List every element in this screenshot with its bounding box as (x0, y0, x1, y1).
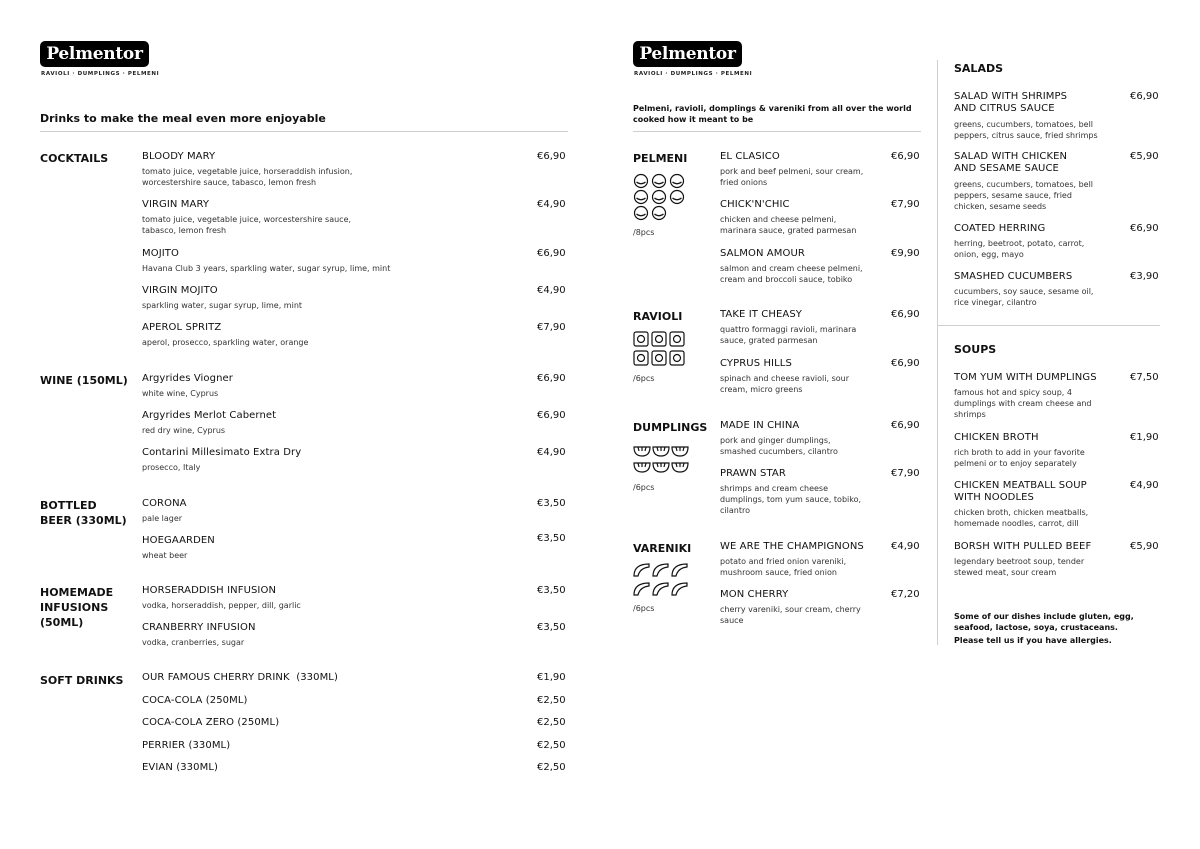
item-desc: vodka, horseraddish, pepper, dill, garlic (142, 601, 301, 610)
item-price: €2,50 (537, 762, 566, 773)
ravioli-icon (652, 351, 666, 365)
item-name: BORSH WITH PULLED BEEF (954, 541, 1092, 552)
item-name: BLOODY MARY (142, 151, 216, 162)
item-name: EL CLASICO (720, 151, 780, 162)
category-salads: SALADS (954, 62, 1004, 75)
item-name: WE ARE THE CHAMPIGNONS (720, 541, 864, 552)
portion-size: /6pcs (633, 374, 655, 383)
pelmeni-icon (653, 191, 666, 204)
column-divider (937, 60, 938, 645)
vareniki-icon (634, 564, 649, 576)
item-price: €7,20 (891, 589, 920, 600)
item-price: €4,90 (537, 199, 566, 210)
item-desc: herring, beetroot, potato, carrot, onion, egg, mayo (954, 239, 1085, 259)
pelmeni-icon (635, 207, 648, 220)
item-price: €6,90 (891, 420, 920, 431)
item-name: CYPRUS HILLS (720, 358, 792, 369)
item-price: €7,90 (891, 199, 920, 210)
item-price: €6,90 (537, 410, 566, 421)
divider (633, 131, 921, 132)
category-homemade-infusions: HOMEMADE INFUSIONS (50ML) (40, 586, 114, 629)
item-desc: tomato juice, vegetable juice, worcestershire sauce, tabasco, lemon fresh (142, 215, 352, 235)
item-price: €3,50 (537, 585, 566, 596)
item-desc: prosecco, Italy (142, 463, 201, 472)
item-desc: rich broth to add in your favorite pelmeni or to enjoy separately (954, 448, 1085, 468)
ravioli-icon (652, 332, 666, 346)
item-desc: spinach and cheese ravioli, sour cream, micro greens (720, 374, 849, 394)
pelmeni-icon (671, 175, 684, 188)
dumpling-icon (634, 463, 650, 472)
item-price: €1,90 (537, 672, 566, 683)
item-price: €7,90 (891, 468, 920, 479)
item-name: SALAD WITH SHRIMPS AND CITRUS SAUCE (954, 91, 1068, 114)
item-price: €6,90 (1130, 223, 1159, 234)
brand-logo (633, 41, 742, 67)
item-name: CHICKEN MEATBALL SOUP WITH NOODLES (954, 480, 1087, 503)
divider (40, 131, 568, 132)
item-desc: shrimps and cream cheese dumplings, tom yum sauce, tobiko, cilantro (720, 484, 862, 515)
item-price: €6,90 (891, 151, 920, 162)
item-desc: aperol, prosecco, sparkling water, orange (142, 338, 309, 347)
item-name: Argyrides Viogner (142, 373, 233, 384)
item-price: €4,90 (1130, 480, 1159, 491)
category-soft-drinks: SOFT DRINKS (40, 674, 124, 687)
pelmeni-icon (653, 207, 666, 220)
category-ravioli: RAVIOLI (633, 310, 683, 323)
item-name: CRANBERRY INFUSION (142, 622, 256, 633)
item-name: HORSERADDISH INFUSION (142, 585, 277, 596)
item-desc: greens, cucumbers, tomatoes, bell peppers, citrus sauce, fried shrimps (954, 120, 1098, 140)
item-price: €4,90 (537, 285, 566, 296)
pelmeni-icon (633, 173, 693, 223)
item-name: MOJITO (142, 248, 179, 259)
item-name: SALMON AMOUR (720, 248, 805, 259)
item-desc: quattro formaggi ravioli, marinara sauce, grated parmesan (720, 325, 857, 345)
dumpling-icon (653, 447, 669, 456)
item-price: €5,90 (1130, 541, 1159, 552)
item-price: €3,50 (537, 498, 566, 509)
item-desc: greens, cucumbers, tomatoes, bell peppers, sesame sauce, fried chicken, sesame seeds (954, 180, 1094, 211)
item-desc: sparkling water, sugar syrup, lime, mint (142, 301, 303, 310)
item-desc: chicken and cheese pelmeni, marinara sauce, grated parmesan (720, 215, 857, 235)
pelmeni-icon (653, 175, 666, 188)
item-price: €3,90 (1130, 271, 1159, 282)
item-price: €5,90 (1130, 151, 1159, 162)
item-price: €4,90 (891, 541, 920, 552)
item-price: €7,50 (1130, 372, 1159, 383)
item-desc: tomato juice, vegetable juice, horseraddish infusion, worcestershire sauce, tabasco, lemon fresh (142, 167, 353, 187)
vareniki-icon (672, 564, 687, 576)
item-desc: chicken broth, chicken meatballs, homemade noodles, carrot, dill (954, 508, 1089, 528)
item-desc: pork and ginger dumplings, smashed cucumbers, cilantro (720, 436, 838, 456)
item-name: VIRGIN MARY (142, 199, 210, 210)
item-desc: Havana Club 3 years, sparkling water, sugar syrup, lime, mint (142, 264, 391, 273)
item-price: €7,90 (537, 322, 566, 333)
dumpling-icon (653, 463, 669, 472)
item-price: €3,50 (537, 533, 566, 544)
item-name: APEROL SPRITZ (142, 322, 222, 333)
brand-tagline: RAVIOLI · DUMPLINGS · PELMENI (634, 71, 753, 77)
category-dumplings: DUMPLINGS (633, 421, 708, 434)
item-price: €3,50 (537, 622, 566, 633)
item-name: CORONA (142, 498, 187, 509)
item-name: VIRGIN MOJITO (142, 285, 218, 296)
portion-size: /6pcs (633, 604, 655, 613)
item-name: TOM YUM WITH DUMPLINGS (954, 372, 1097, 383)
allergy-notice: Some of our dishes include gluten, egg, seafood, lactose, soya, crustaceans. Please tell us if you have allergies. (954, 612, 1134, 645)
brand-tagline: RAVIOLI · DUMPLINGS · PELMENI (41, 71, 160, 77)
pelmeni-icon (671, 191, 684, 204)
ravioli-icon (670, 332, 684, 346)
vareniki-icon (653, 564, 668, 576)
item-price: €6,90 (537, 151, 566, 162)
category-soups: SOUPS (954, 343, 997, 356)
pelmeni-icon (635, 175, 648, 188)
brand-name: Pelmentor (46, 44, 143, 64)
item-desc: wheat beer (142, 551, 188, 560)
brand-name: Pelmentor (639, 44, 736, 64)
dumpling-icon (634, 447, 650, 456)
dumpling-icon (672, 447, 688, 456)
item-name: COCA-COLA (250ML) (142, 695, 248, 706)
item-price: €6,90 (891, 358, 920, 369)
dumpling-icon (672, 463, 688, 472)
item-name: HOEGAARDEN (142, 535, 215, 546)
vareniki-icon (672, 583, 687, 595)
portion-size: /8pcs (633, 228, 655, 237)
item-desc: famous hot and spicy soup, 4 dumplings with cream cheese and shrimps (954, 388, 1092, 419)
item-name: MON CHERRY (720, 589, 789, 600)
item-price: €6,90 (537, 373, 566, 384)
drinks-heading: Drinks to make the meal even more enjoyable (40, 112, 326, 125)
item-name: Contarini Millesimato Extra Dry (142, 447, 302, 458)
ravioli-icon (670, 351, 684, 365)
item-price: €2,50 (537, 695, 566, 706)
category-bottled-beer: BOTTLED BEER (330ML) (40, 499, 127, 527)
divider (938, 325, 1160, 326)
category-pelmeni: PELMENI (633, 152, 688, 165)
intro-text: Pelmeni, ravioli, domplings & vareniki from all over the world cooked how it meant to be (633, 104, 912, 124)
ravioli-icon (633, 331, 687, 367)
item-name: COATED HERRING (954, 223, 1046, 234)
item-name: CHICK'N'CHIC (720, 199, 790, 210)
item-desc: cherry vareniki, sour cream, cherry sauce (720, 605, 861, 625)
item-desc: pale lager (142, 514, 183, 523)
item-name: CHICKEN BROTH (954, 432, 1039, 443)
item-price: €1,90 (1130, 432, 1159, 443)
item-name: SALAD WITH CHICKEN AND SESAME SAUCE (954, 151, 1068, 174)
item-desc: cucumbers, soy sauce, sesame oil, rice vinegar, cilantro (954, 287, 1094, 307)
item-name: OUR FAMOUS CHERRY DRINK (330ML) (142, 672, 338, 683)
item-name: PRAWN STAR (720, 468, 786, 479)
item-name: Argyrides Merlot Cabernet (142, 410, 277, 421)
item-price: €6,90 (891, 309, 920, 320)
item-desc: legendary beetroot soup, tender stewed meat, sour cream (954, 557, 1085, 577)
item-desc: potato and fried onion vareniki, mushroom sauce, fried onion (720, 557, 847, 577)
item-price: €2,50 (537, 717, 566, 728)
category-wine: WINE (150ML) (40, 374, 128, 387)
vareniki-icon (634, 583, 649, 595)
pelmeni-icon (635, 191, 648, 204)
item-name: EVIAN (330ML) (142, 762, 218, 773)
category-vareniki: VARENIKI (633, 542, 692, 555)
item-name: COCA-COLA ZERO (250ML) (142, 717, 280, 728)
item-price: €6,90 (537, 248, 566, 259)
item-price: €9,90 (891, 248, 920, 259)
item-desc: white wine, Cyprus (142, 389, 219, 398)
item-desc: salmon and cream cheese pelmeni, cream and broccoli sauce, tobiko (720, 264, 863, 284)
item-name: TAKE IT CHEASY (720, 309, 802, 320)
category-cocktails: COCKTAILS (40, 152, 109, 165)
item-name: PERRIER (330ML) (142, 740, 231, 751)
item-name: MADE IN CHINA (720, 420, 800, 431)
item-price: €2,50 (537, 740, 566, 751)
item-name: SMASHED CUCUMBERS (954, 271, 1073, 282)
vareniki-icon (633, 563, 693, 599)
item-desc: pork and beef pelmeni, sour cream, fried onions (720, 167, 864, 187)
item-price: €4,90 (537, 447, 566, 458)
vareniki-icon (653, 583, 668, 595)
item-desc: vodka, cranberries, sugar (142, 638, 245, 647)
item-price: €6,90 (1130, 91, 1159, 102)
ravioli-icon (634, 351, 648, 365)
item-desc: red dry wine, Cyprus (142, 426, 226, 435)
ravioli-icon (634, 332, 648, 346)
portion-size: /6pcs (633, 483, 655, 492)
brand-logo (40, 41, 149, 67)
dumpling-icon (633, 443, 693, 477)
